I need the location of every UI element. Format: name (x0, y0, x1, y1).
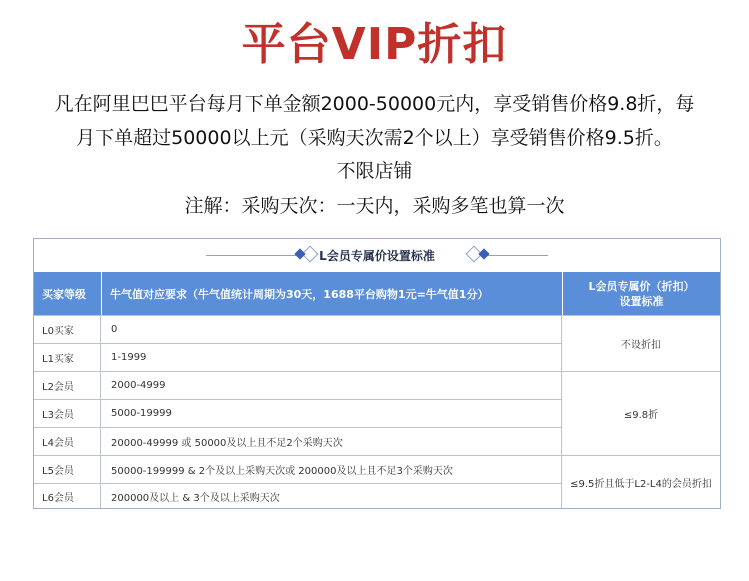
header-price-line1: L会员专属价（折扣） (588, 279, 695, 293)
header-requirement: 牛气值对应要求（牛气值统计周期为30天，1688平台购物1元=牛气值1分） (101, 272, 562, 315)
row-requirement-l0: 0 (101, 315, 562, 343)
table-caption: L会员专属价设置标准 (319, 249, 435, 263)
row-level-l2: L2会员 (34, 371, 101, 399)
row-requirement-l4: 20000-49999 或 50000及以上且不足2个采购天次 (101, 427, 562, 455)
row-level-l6: L6会员 (34, 483, 101, 508)
row-requirement-l6: 200000及以上 & 3个及以上采购天次 (101, 483, 562, 508)
row-requirement-l3: 5000-19999 (101, 399, 562, 427)
header-price (562, 272, 720, 315)
row-level-l4: L4会员 (34, 427, 101, 455)
price-group-l5-l6: ≤9.5折且低于L2-L4的会员折扣 (562, 455, 720, 508)
table-caption-bar (34, 239, 720, 272)
price-group-l2-l4: ≤9.8折 (562, 371, 720, 455)
description-line-1: 凡在阿里巴巴平台每月下单金额2000-50000元内，享受销售价格9.8折，每 (54, 93, 695, 115)
description-note: 注解：采购天次：一天内，采购多笔也算一次 (184, 195, 565, 217)
row-level-l3: L3会员 (34, 399, 101, 427)
header-price-line2: 设置标准 (619, 294, 664, 308)
row-level-l5: L5会员 (34, 455, 101, 483)
price-group-l0-l1: 不设折扣 (562, 315, 720, 371)
member-price-table (33, 238, 721, 509)
row-level-l1: L1买家 (34, 343, 101, 371)
page-title: 平台VIP折扣 (241, 19, 508, 70)
row-requirement-l2: 2000-4999 (101, 371, 562, 399)
row-requirement-l5: 50000-199999 & 2个及以上采购天次或 200000及以上且不足3个采购天次 (101, 455, 562, 483)
row-level-l0: L0买家 (34, 315, 101, 343)
header-level: 买家等级 (34, 272, 101, 315)
description-line-2: 月下单超过50000以上元（采购天次需2个以上）享受销售价格9.5折。 (76, 127, 673, 149)
row-requirement-l1: 1-1999 (101, 343, 562, 371)
description-line-3: 不限店铺 (336, 160, 413, 182)
